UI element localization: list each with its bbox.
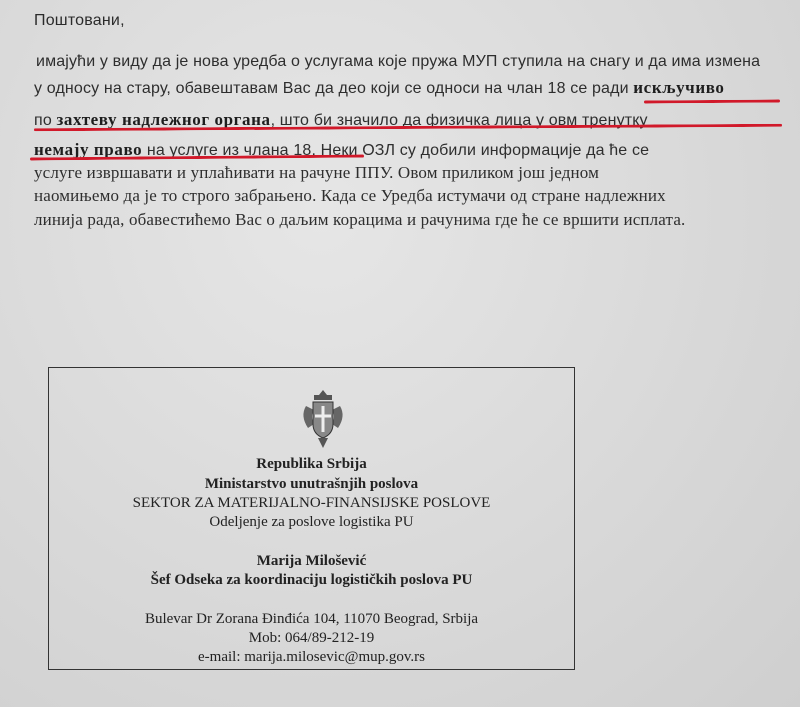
letter-line-2-text: у односу на стару, обавештавам Вас да део који се односи на члан 18 се ради [34,80,629,97]
signature-name: Marija Milošević [256,553,367,569]
emphasis-nemaju-pravo: немају право [34,140,143,159]
serbia-coat-of-arms-icon [300,388,346,450]
letter-line-5: услуге извршавати и уплаћивати на рачуне ППУ. Овом приликом још једном [34,163,600,182]
signature-email: e-mail: marija.milosevic@mup.gov.rs [198,649,425,665]
signature-mobile: Mob: 064/89-212-19 [248,630,375,646]
letter-line-3-text: по [34,112,52,129]
emphasis-iskljucivo: искључиво [633,78,725,97]
letter-greeting: Поштовани, [34,12,125,29]
letter-line-1: имајући у виду да је нова уредба о услугама које пружа МУП ступила на снагу и да има измена [36,53,761,70]
letter-line-3-rest: , што би значило да физичка лица у овм тренутку [270,112,648,129]
signature-sector: SEKTOR ZA MATERIJALNO-FINANSIJSKE POSLOVE [132,495,491,511]
letter-line-6: наомињемо да је то строго забрањено. Када се Уредба истумачи од стране надлежних [34,186,666,205]
signature-department: Odeljenje za poslove logistika PU [209,514,414,530]
signature-ministry: Ministarstvo unutrašnjih poslova [204,476,419,492]
signature-country: Republika Srbija [256,456,367,472]
red-underline-1 [644,100,780,104]
emphasis-zahtevu-organa: захтеву надлежног органа [56,110,271,129]
letter-line-2 [34,78,725,98]
signature-address: Bulevar Dr Zorana Đinđića 104, 11070 Beograd, Srbija [144,611,479,627]
letter-line-4-mid: на услуге из члана 18 [146,142,312,159]
letter-line-4-rest: . Неки ОЗЛ су добили информације да ће се [311,142,650,159]
signature-title: Šef Odseka za koordinaciju logističkih poslova PU [150,572,473,588]
letter-line-7: линија рада, обавестићемо Вас о даљим корацима и рачунима где ће се вршити исплата. [34,210,686,229]
